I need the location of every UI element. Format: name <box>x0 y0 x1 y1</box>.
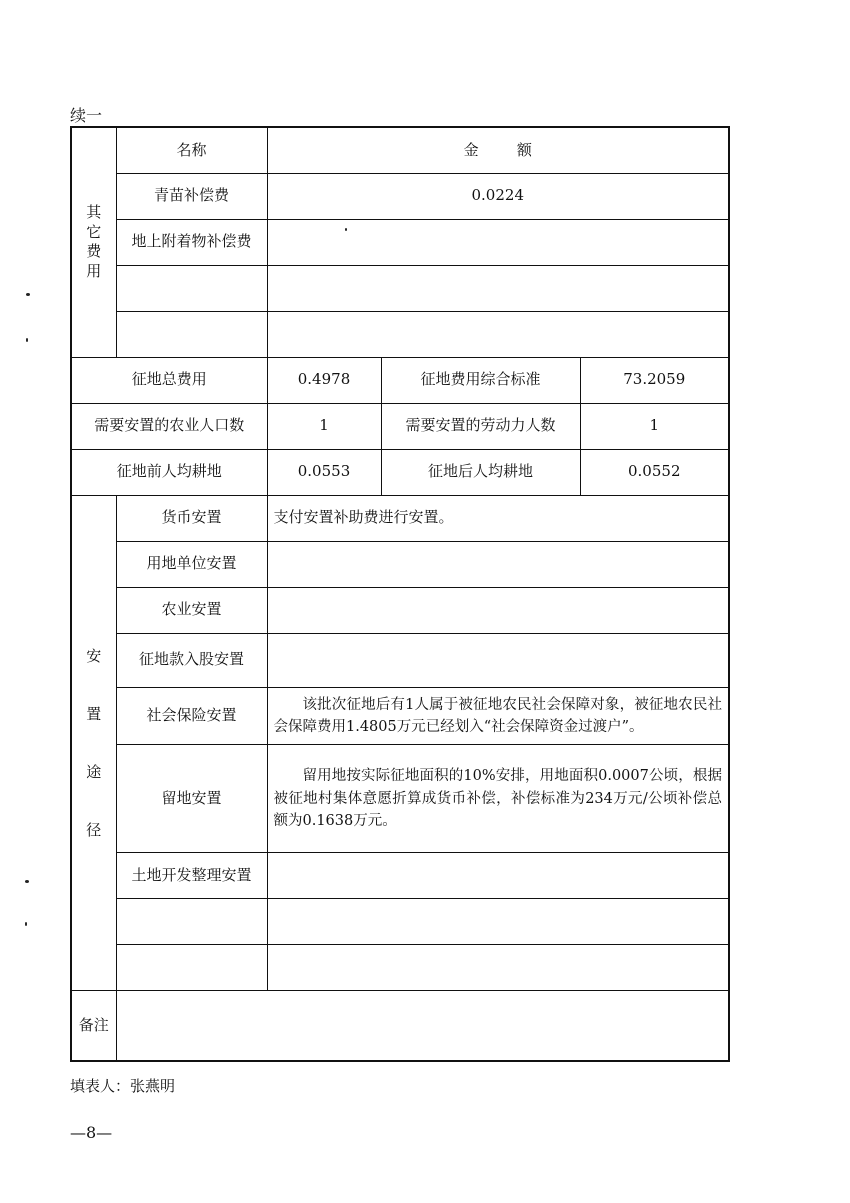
resettlement-name <box>116 945 267 991</box>
other-cost-name <box>116 265 267 311</box>
scan-speck <box>345 228 347 231</box>
resettlement-name: 征地款入股安置 <box>116 633 267 687</box>
resettlement-content <box>267 853 729 899</box>
resettlement-content <box>267 633 729 687</box>
header-amount: 金 额 <box>267 127 729 173</box>
scan-speck <box>26 293 30 296</box>
standard-value: 73.2059 <box>580 357 729 403</box>
resettlement-row <box>71 899 729 945</box>
resettlement-row <box>71 945 729 991</box>
other-cost-amount <box>267 219 729 265</box>
resettlement-row <box>71 541 729 587</box>
after-value: 0.0552 <box>580 449 729 495</box>
other-cost-row <box>71 265 729 311</box>
other-cost-row <box>71 219 729 265</box>
farm-pop-label: 需要安置的农业人口数 <box>71 403 267 449</box>
labor-label: 需要安置的劳动力人数 <box>381 403 580 449</box>
resettlement-row <box>71 495 729 541</box>
resettlement-row <box>71 745 729 853</box>
standard-label: 征地费用综合标准 <box>381 357 580 403</box>
header-name: 名称 <box>116 127 267 173</box>
resettlement-row <box>71 853 729 899</box>
land-acquisition-table <box>70 126 730 1062</box>
other-cost-name <box>116 311 267 357</box>
scan-speck <box>25 922 27 926</box>
before-label: 征地前人均耕地 <box>71 449 267 495</box>
summary-row-farmland <box>71 449 729 495</box>
before-value: 0.0553 <box>267 449 381 495</box>
other-costs-section-label: 其 它 费 用 <box>71 127 116 357</box>
remarks-content <box>116 991 729 1061</box>
other-cost-amount: 0.0224 <box>267 173 729 219</box>
after-label: 征地后人均耕地 <box>381 449 580 495</box>
remarks-row <box>71 991 729 1061</box>
farm-pop-value: 1 <box>267 403 381 449</box>
labor-value: 1 <box>580 403 729 449</box>
summary-row-population <box>71 403 729 449</box>
scan-speck <box>26 338 28 342</box>
other-cost-amount <box>267 311 729 357</box>
resettlement-name: 土地开发整理安置 <box>116 853 267 899</box>
other-cost-row <box>71 173 729 219</box>
summary-row-total <box>71 357 729 403</box>
resettlement-name: 社会保险安置 <box>116 687 267 745</box>
resettlement-content <box>267 899 729 945</box>
resettlement-row <box>71 633 729 687</box>
resettlement-name: 农业安置 <box>116 587 267 633</box>
other-cost-amount <box>267 265 729 311</box>
resettlement-name: 留地安置 <box>116 745 267 853</box>
other-cost-name: 青苗补偿费 <box>116 173 267 219</box>
other-costs-header-row <box>71 127 729 173</box>
total-cost-label: 征地总费用 <box>71 357 267 403</box>
form-filler: 填表人：张燕明 <box>70 1077 176 1095</box>
resettlement-content: 留用地按实际征地面积的10%安排，用地面积0.0007公顷，根据被征地村集体意愿折算成货币补偿，补偿标准为234万元/公顷补偿总额为0.1638万元。 <box>267 745 729 853</box>
resettlement-content <box>267 541 729 587</box>
resettlement-content <box>267 945 729 991</box>
remarks-label: 备注 <box>71 991 116 1061</box>
other-cost-row <box>71 311 729 357</box>
resettlement-content: 该批次征地后有1人属于被征地农民社会保障对象，被征地农民社会保障费用1.4805万元已经划入“社会保障资金过渡户”。 <box>267 687 729 745</box>
other-cost-name: 地上附着物补偿费 <box>116 219 267 265</box>
resettlement-name: 用地单位安置 <box>116 541 267 587</box>
resettlement-name <box>116 899 267 945</box>
resettlement-row <box>71 587 729 633</box>
resettlement-row <box>71 687 729 745</box>
resettlement-section-label: 安 置 途 径 <box>71 495 116 991</box>
total-cost-value: 0.4978 <box>267 357 381 403</box>
resettlement-name: 货币安置 <box>116 495 267 541</box>
scan-speck <box>25 880 29 883</box>
resettlement-content: 支付安置补助费进行安置。 <box>267 495 729 541</box>
resettlement-content <box>267 587 729 633</box>
continuation-label: 续一 <box>70 106 103 125</box>
page-number: —8— <box>70 1123 113 1142</box>
